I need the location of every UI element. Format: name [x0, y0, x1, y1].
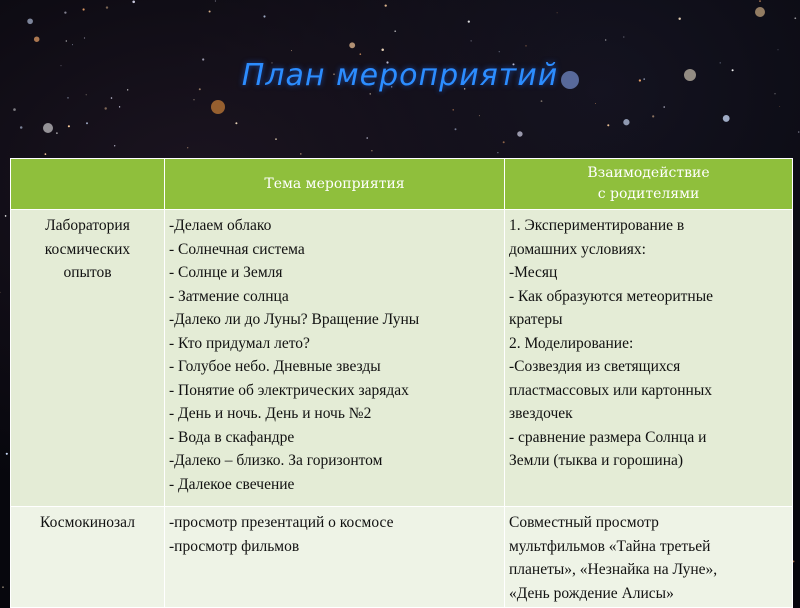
star-dot	[798, 131, 800, 133]
galaxy-glow	[43, 123, 53, 133]
event-plan-table	[10, 158, 793, 608]
topic-item: - Вода в скафандре	[169, 428, 295, 446]
star-dot	[723, 115, 730, 122]
star-dot	[471, 40, 472, 41]
event-name-line: Космокинозал	[40, 514, 135, 531]
interaction-line: пластмассовых или картонных	[509, 381, 713, 399]
star-dot	[2, 586, 3, 587]
star-dot	[83, 8, 85, 10]
interaction-line: «День рождение Алисы»	[509, 584, 674, 602]
parent-interaction-cell	[505, 507, 793, 608]
star-dot	[111, 97, 113, 99]
star-dot	[595, 103, 596, 104]
event-topics-cell	[165, 507, 505, 608]
topic-item: - Солнечная система	[169, 240, 305, 258]
interaction-line: 1. Экспериментирование в	[509, 217, 685, 234]
interaction-line: 2. Моделирование:	[509, 334, 634, 352]
interaction-line: звездочек	[509, 405, 573, 422]
star-dot	[497, 152, 498, 153]
star-dot	[114, 145, 115, 146]
star-dot	[381, 48, 384, 51]
event-name-cell	[11, 507, 165, 608]
star-dot	[64, 11, 66, 13]
interaction-line: -Месяц	[509, 264, 558, 281]
star-dot	[34, 36, 40, 42]
star-dot	[778, 49, 779, 50]
star-dot	[605, 39, 606, 40]
slide-title: План мероприятий	[241, 58, 559, 93]
star-dot	[652, 115, 654, 117]
star-dot	[300, 153, 302, 155]
topic-item: - Кто придумал лето?	[169, 334, 310, 352]
star-dot	[455, 128, 457, 130]
interaction-line: домашних условиях:	[509, 240, 646, 258]
star-dot	[56, 132, 58, 134]
star-dot	[541, 100, 543, 102]
interaction-line: - сравнение размера Солнца и	[509, 428, 707, 446]
star-dot	[104, 107, 106, 109]
topic-item: -Далеко – близко. За горизонтом	[169, 452, 383, 469]
star-dot	[193, 99, 194, 100]
star-dot	[370, 93, 371, 94]
topic-item: -просмотр фильмов	[169, 537, 300, 555]
star-dot	[453, 109, 454, 110]
topic-item: - Понятие об электрических зарядах	[169, 381, 409, 399]
star-dot	[779, 106, 780, 107]
topic-item: - Затмение солнца	[169, 287, 289, 305]
star-dot	[45, 153, 47, 155]
star-dot	[13, 108, 16, 111]
topic-item: - Голубое небо. Дневные звезды	[169, 358, 381, 375]
star-dot	[479, 115, 480, 116]
topic-item: -Далеко ли до Луны? Вращение Луны	[169, 311, 420, 328]
star-dot	[678, 17, 680, 19]
star-dot	[349, 42, 355, 48]
star-dot	[366, 137, 368, 139]
star-dot	[394, 30, 396, 32]
table-row	[11, 507, 793, 608]
star-dot	[623, 119, 629, 125]
star-dot	[67, 97, 68, 98]
star-dot	[84, 37, 85, 38]
star-dot	[525, 45, 526, 46]
star-dot	[468, 20, 470, 22]
interaction-line: - Как образуются метеоритные	[509, 287, 713, 305]
header-cell-topic: Тема мероприятия	[165, 159, 505, 210]
star-dot	[68, 125, 70, 127]
star-dot	[72, 44, 73, 45]
star-dot	[5, 215, 7, 217]
star-dot	[106, 6, 108, 8]
galaxy-glow	[211, 100, 225, 114]
event-topics-cell	[165, 210, 505, 507]
parent-interaction-cell	[505, 210, 793, 507]
event-name-line: космических	[44, 240, 131, 258]
star-dot	[275, 138, 277, 140]
event-name-cell	[11, 210, 165, 507]
star-dot	[557, 12, 558, 13]
table-row	[11, 210, 793, 507]
star-dot	[66, 40, 67, 41]
star-dot	[263, 15, 265, 17]
star-dot	[27, 18, 33, 24]
event-name-line: Лаборатория	[45, 217, 130, 234]
star-dot	[0, 292, 1, 293]
event-name-line: опытов	[63, 264, 112, 281]
star-dot	[6, 453, 8, 455]
table-header-row	[11, 159, 793, 210]
topic-item: -просмотр презентаций о космосе	[169, 514, 394, 531]
interaction-line: планеты», «Незнайка на Луне»,	[509, 561, 718, 578]
star-dot	[499, 51, 500, 52]
topic-item: - Далекое свечение	[169, 475, 295, 493]
header-cell-interaction	[505, 159, 793, 210]
star-dot	[20, 126, 23, 129]
topic-item: - Солнце и Земля	[169, 264, 283, 281]
star-dot	[291, 50, 292, 51]
star-dot	[360, 53, 362, 55]
star-dot	[371, 150, 372, 151]
interaction-line: -Созвездия из светящихся	[509, 358, 681, 375]
star-dot	[623, 36, 624, 37]
star-dot	[759, 0, 760, 1]
interaction-line: кратеры	[509, 311, 563, 328]
interaction-line: мультфильмов «Тайна третьей	[509, 537, 711, 555]
star-dot	[235, 122, 237, 124]
star-dot	[187, 147, 188, 148]
star-dot	[663, 106, 665, 108]
star-dot	[86, 94, 87, 95]
topic-item: - День и ночь. День и ночь №2	[169, 405, 372, 422]
star-dot	[794, 17, 796, 19]
header-cell-name	[11, 159, 165, 210]
star-dot	[132, 1, 135, 4]
star-dot	[607, 124, 609, 126]
header-interaction-line: Взаимодействие	[587, 165, 710, 181]
star-dot	[774, 93, 775, 94]
star-dot	[119, 106, 120, 107]
interaction-line: Совместный просмотр	[509, 514, 659, 531]
star-dot	[86, 122, 88, 124]
topic-item: -Делаем облако	[169, 217, 272, 234]
star-dot	[503, 141, 505, 143]
interaction-line: Земли (тыква и горошина)	[509, 452, 684, 469]
galaxy-glow	[755, 7, 765, 17]
star-dot	[517, 131, 522, 136]
star-dot	[385, 4, 387, 6]
header-interaction-line: с родителями	[597, 186, 700, 202]
star-dot	[215, 0, 216, 1]
star-dot	[209, 10, 211, 12]
